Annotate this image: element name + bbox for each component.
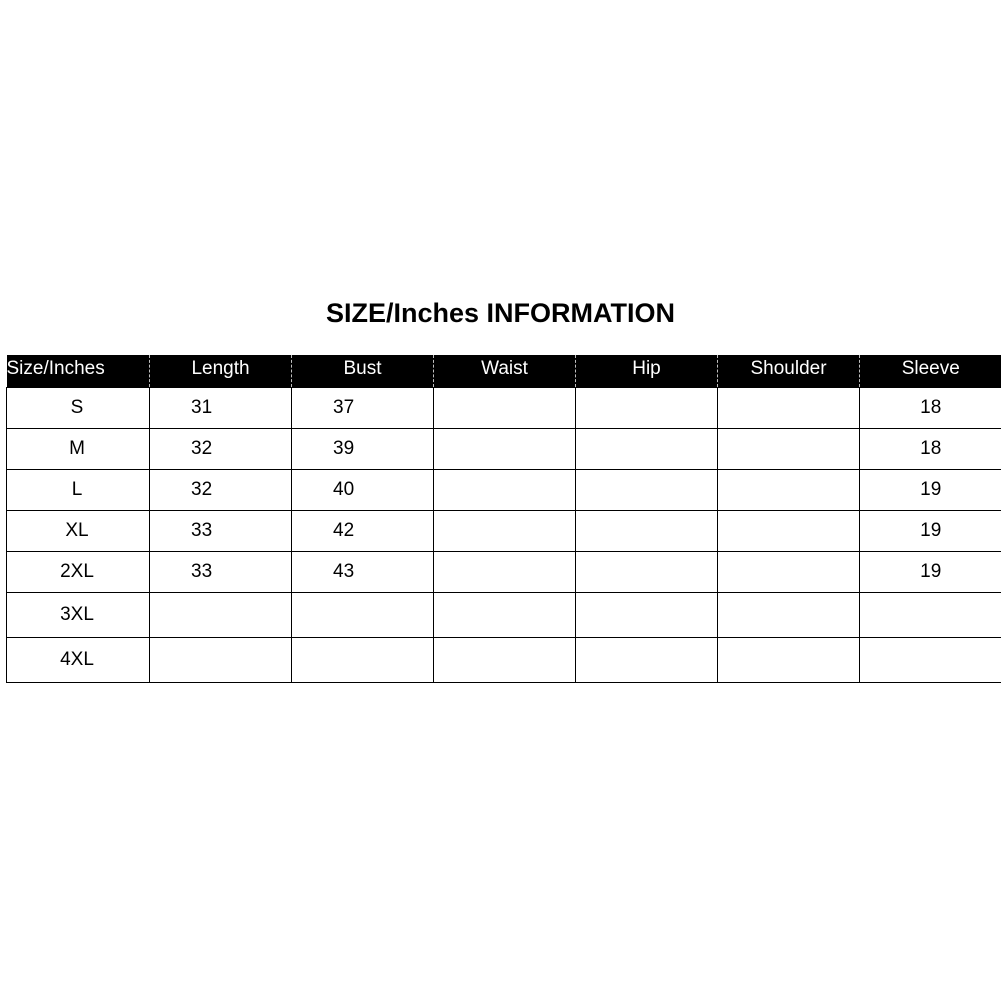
waist-cell: [434, 593, 576, 638]
header-size-inches: Size/Inches: [7, 355, 150, 388]
bust-cell: 39: [292, 429, 434, 470]
size-cell: M: [7, 429, 150, 470]
bust-cell: [292, 593, 434, 638]
table-row: [7, 638, 1001, 683]
header-length: Length: [150, 355, 292, 388]
table-row: [7, 552, 1001, 593]
waist-cell: [434, 511, 576, 552]
size-cell: 2XL: [7, 552, 150, 593]
waist-cell: [434, 470, 576, 511]
page-title: SIZE/Inches INFORMATION: [325, 298, 676, 328]
length-cell: [150, 593, 292, 638]
hip-cell: [576, 593, 718, 638]
hip-cell: [576, 388, 718, 429]
header-waist: Waist: [434, 355, 576, 388]
waist-cell: [434, 552, 576, 593]
hip-cell: [576, 511, 718, 552]
shoulder-cell: [718, 429, 860, 470]
size-cell: S: [7, 388, 150, 429]
length-cell: 32: [150, 429, 292, 470]
header-sleeve: Sleeve: [860, 355, 1001, 388]
shoulder-cell: [718, 470, 860, 511]
size-cell: 4XL: [7, 638, 150, 683]
table-row: [7, 593, 1001, 638]
waist-cell: [434, 638, 576, 683]
size-cell: 3XL: [7, 593, 150, 638]
shoulder-cell: [718, 388, 860, 429]
table-row: [7, 470, 1001, 511]
bust-cell: 43: [292, 552, 434, 593]
hip-cell: [576, 638, 718, 683]
bust-cell: 37: [292, 388, 434, 429]
size-chart-table: [6, 355, 1001, 683]
size-cell: L: [7, 470, 150, 511]
table-row: [7, 429, 1001, 470]
header-row: [7, 355, 1001, 388]
shoulder-cell: [718, 638, 860, 683]
table-body: [7, 388, 1001, 683]
bust-cell: [292, 638, 434, 683]
sleeve-cell: 18: [860, 429, 1001, 470]
shoulder-cell: [718, 511, 860, 552]
bust-cell: 40: [292, 470, 434, 511]
length-cell: [150, 638, 292, 683]
sleeve-cell: 19: [860, 470, 1001, 511]
hip-cell: [576, 552, 718, 593]
waist-cell: [434, 388, 576, 429]
length-cell: 33: [150, 511, 292, 552]
sleeve-cell: 18: [860, 388, 1001, 429]
length-cell: 33: [150, 552, 292, 593]
table-header: [7, 355, 1001, 388]
bust-cell: 42: [292, 511, 434, 552]
hip-cell: [576, 429, 718, 470]
sleeve-cell: 19: [860, 552, 1001, 593]
sleeve-cell: 19: [860, 511, 1001, 552]
sleeve-cell: [860, 638, 1001, 683]
hip-cell: [576, 470, 718, 511]
header-shoulder: Shoulder: [718, 355, 860, 388]
shoulder-cell: [718, 593, 860, 638]
header-hip: Hip: [576, 355, 718, 388]
sleeve-cell: [860, 593, 1001, 638]
header-bust: Bust: [292, 355, 434, 388]
table-row: [7, 511, 1001, 552]
shoulder-cell: [718, 552, 860, 593]
size-cell: XL: [7, 511, 150, 552]
length-cell: 32: [150, 470, 292, 511]
waist-cell: [434, 429, 576, 470]
table-row: [7, 388, 1001, 429]
length-cell: 31: [150, 388, 292, 429]
